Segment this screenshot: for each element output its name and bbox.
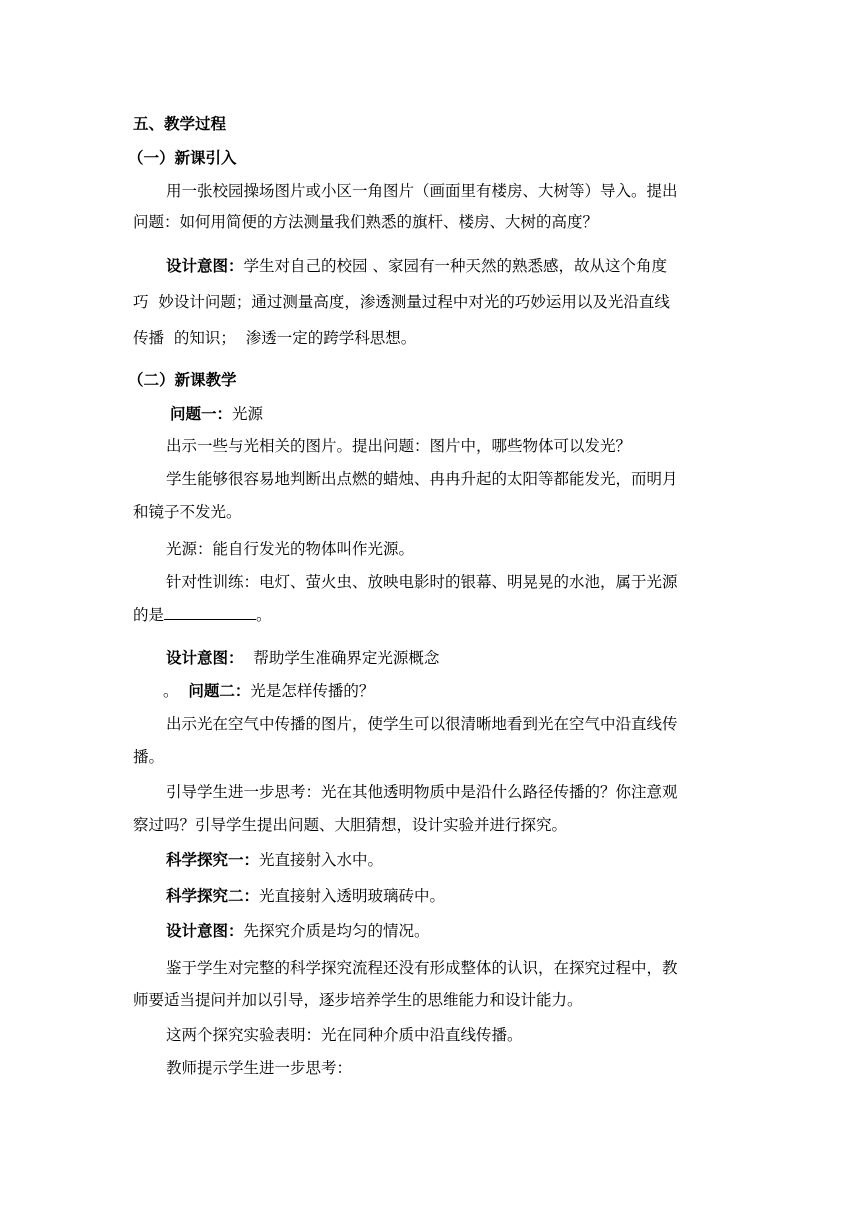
- design-intent-3-text: 先探究介质是均匀的情况。: [243, 922, 430, 940]
- design-intent-label: 设计意图：: [166, 256, 244, 275]
- design-intent-2-label: 设计意图：: [166, 648, 244, 667]
- paragraph-training-line-2: [133, 604, 733, 625]
- paragraph-intro-line-1: 用一张校园操场图片或小区一角图片（画面里有楼房、大树等）导入。提出: [166, 182, 678, 200]
- design-intent-1-line-2: 巧 妙设计问题；通过测量高度，渗透测量过程中对光的巧妙运用以及光沿直线: [133, 293, 670, 311]
- fill-in-blank: [164, 604, 256, 620]
- paragraph-conclusion: 这两个探究实验表明：光在同种介质中沿直线传播。: [166, 1026, 523, 1044]
- question-1: [170, 404, 770, 424]
- paragraph-inquiry-line-1: 鉴于学生对完整的科学探究流程还没有形成整体的认识，在探究过程中，教: [166, 959, 678, 977]
- training-suffix: 。: [256, 606, 272, 624]
- paragraph-intro-line-2: 问题：如何用简便的方法测量我们熟悉的旗杆、楼房、大树的高度？: [133, 213, 599, 231]
- paragraph-training-line-1: 针对性训练：电灯、萤火虫、放映电影时的银幕、明晃晃的水池，属于光源: [166, 573, 678, 591]
- design-intent-2-text: 帮助学生准确界定光源概念: [243, 649, 440, 667]
- design-intent-text: 学生对自己的校园 、家园有一种天然的熟悉感，故从这个角度: [243, 257, 667, 275]
- design-intent-3-label: 设计意图：: [166, 921, 244, 940]
- paragraph-light-source-definition: 光源：能自行发光的物体叫作光源。: [166, 540, 415, 558]
- subsection-title-intro: （一）新课引入: [128, 148, 237, 167]
- paragraph-show-images: 出示一些与光相关的图片。提出问题：图片中，哪些物体可以发光？: [166, 437, 632, 455]
- design-intent-1-line-1: [166, 256, 766, 276]
- paragraph-judge-line-2: 和镜子不发光。: [133, 503, 242, 521]
- question-1-label: 问题一：: [170, 404, 233, 423]
- question-2-label: 问题二：: [188, 681, 251, 700]
- paragraph-guide-line-2: 察过吗？引导学生提出问题、大胆猜想，设计实验并进行探究。: [133, 816, 568, 834]
- science-inquiry-2-text: 光直接射入透明玻璃砖中。: [259, 887, 446, 905]
- science-inquiry-1: [166, 850, 766, 870]
- science-inquiry-2-label: 科学探究二：: [166, 886, 260, 905]
- question-2: [163, 681, 763, 701]
- paragraph-air-line-1: 出示光在空气中传播的图片，使学生可以很清晰地看到光在空气中沿直线传: [166, 715, 678, 733]
- design-intent-3: [166, 921, 766, 941]
- question-2-text: 光是怎样传播的？: [250, 682, 375, 700]
- question-1-text: 光源: [232, 405, 264, 423]
- design-intent-2: [166, 648, 766, 668]
- paragraph-guide-line-1: 引导学生进一步思考：光在其他透明物质中是沿什么路径传播的？你注意观: [166, 783, 678, 801]
- paragraph-judge-line-1: 学生能够很容易地判断出点燃的蜡烛、冉冉升起的太阳等都能发光，而明月: [166, 470, 678, 488]
- paragraph-air-line-2: 播。: [133, 748, 165, 766]
- science-inquiry-2: [166, 886, 766, 906]
- subsection-title-teaching: （二）新课教学: [128, 370, 237, 389]
- design-intent-1-line-3: 传播 的知识； 渗透一定的跨学科思想。: [133, 329, 417, 347]
- paragraph-teacher-prompt: 教师提示学生进一步思考：: [166, 1059, 353, 1077]
- section-title: 五、教学过程: [133, 114, 227, 133]
- training-prefix: 的是: [133, 606, 165, 624]
- paragraph-inquiry-line-2: 师要适当提问并加以引导，逐步培养学生的思维能力和设计能力。: [133, 991, 583, 1009]
- science-inquiry-1-text: 光直接射入水中。: [259, 851, 384, 869]
- science-inquiry-1-label: 科学探究一：: [166, 850, 260, 869]
- question-2-prefix: 。: [163, 682, 189, 700]
